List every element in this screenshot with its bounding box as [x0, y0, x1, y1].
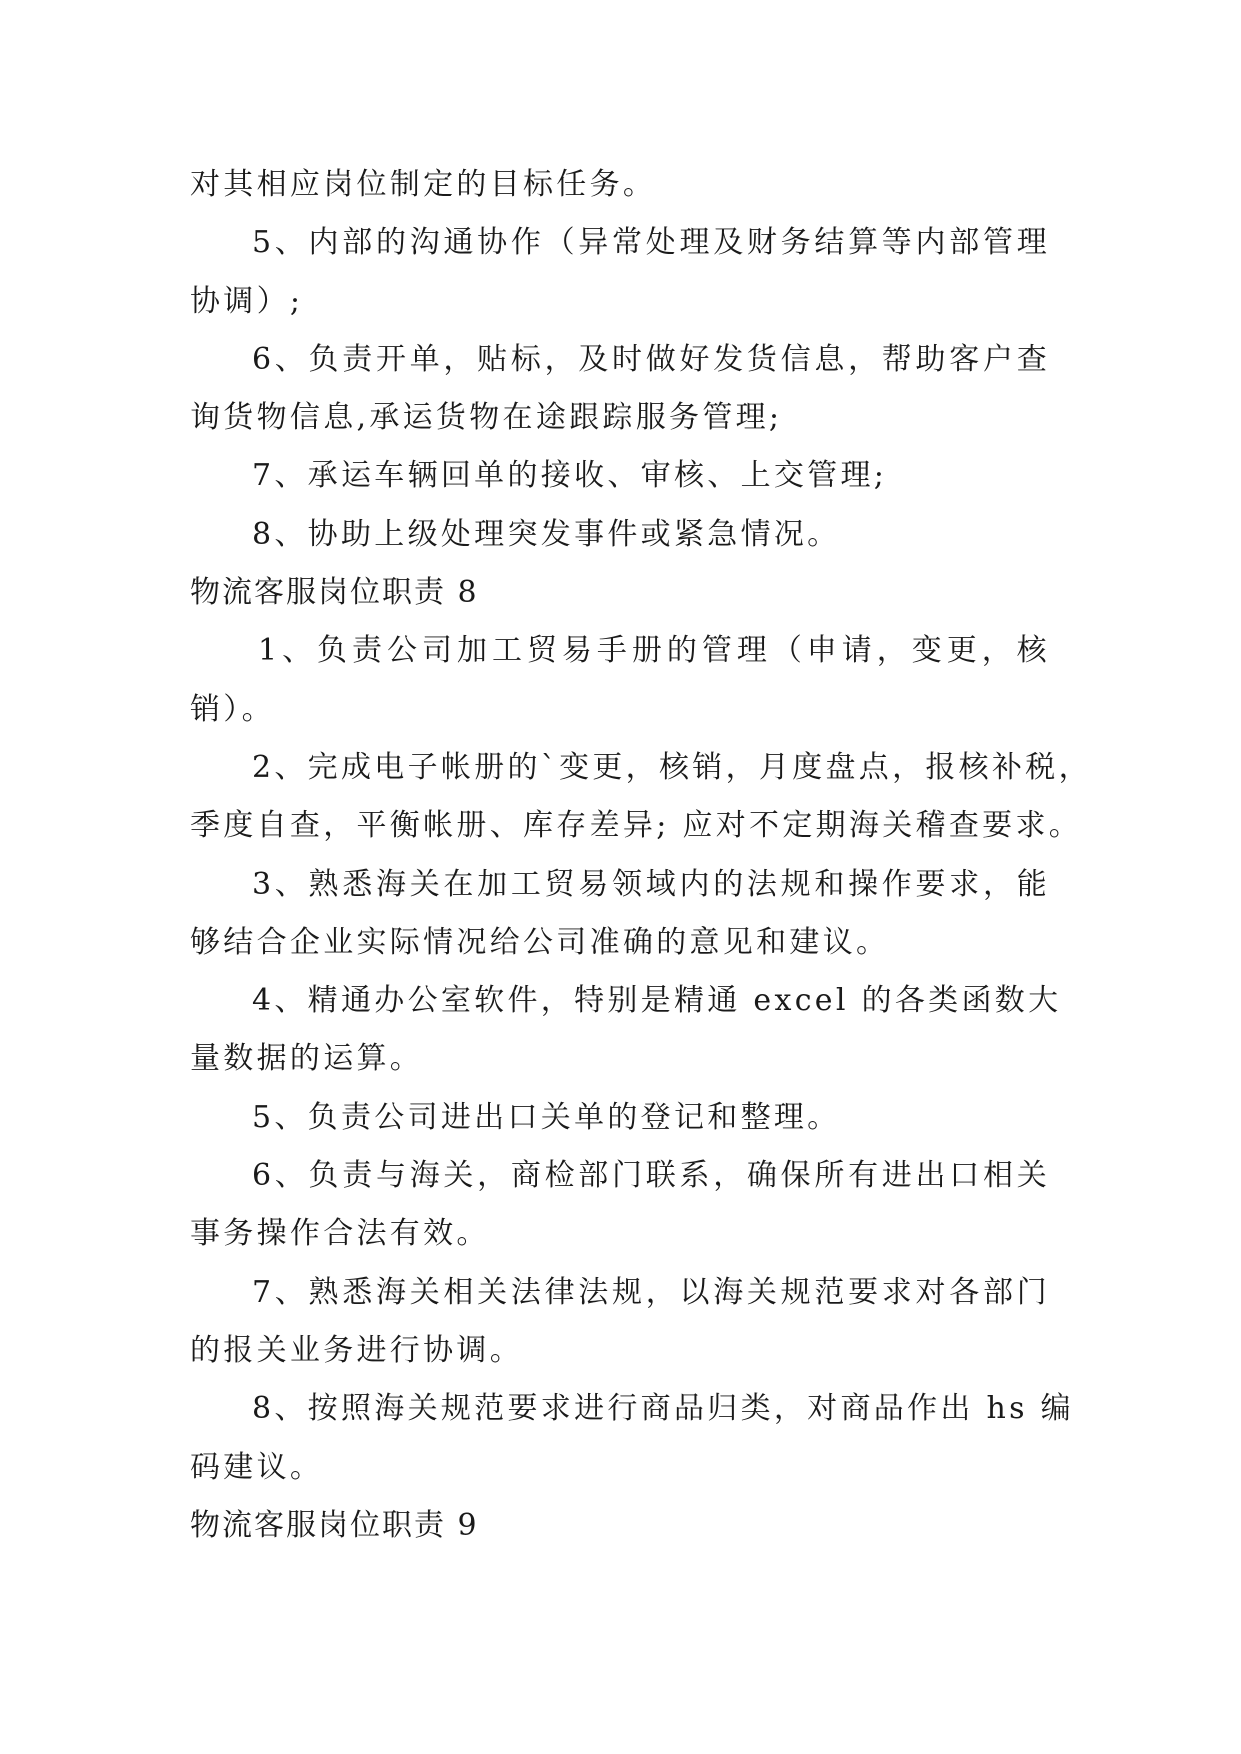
text-line: 季度自查，平衡帐册、库存差异; 应对不定期海关稽查要求。 [190, 808, 1083, 844]
text-line: 3、熟悉海关在加工贸易领域内的法规和操作要求，能 [252, 866, 1050, 902]
text-line: 码建议。 [190, 1449, 324, 1485]
text-line: 事务操作合法有效。 [190, 1216, 490, 1252]
text-line: 够结合企业实际情况给公司准确的意见和建议。 [190, 924, 890, 960]
section-heading: 物流客服岗位职责 8 [190, 575, 479, 611]
text-line: 4、精通办公室软件，特别是精通 excel 的各类函数大 [252, 983, 1062, 1019]
text-line: 8、按照海关规范要求进行商品归类，对商品作出 hs 编 [252, 1391, 1074, 1427]
text-line: 1、负责公司加工贸易手册的管理（申请，变更，核 [258, 633, 1050, 669]
section-heading: 物流客服岗位职责 9 [190, 1507, 479, 1543]
document-body [190, 156, 1092, 1555]
text-line: 询货物信息,承运货物在途跟踪服务管理; [190, 400, 783, 436]
text-line: 协调）; [190, 283, 304, 319]
text-line: 8、协助上级处理突发事件或紧急情况。 [252, 516, 841, 552]
text-line: 量数据的运算。 [190, 1041, 424, 1077]
text-line: 2、完成电子帐册的`变更，核销，月度盘点，报核补税， [252, 749, 1092, 785]
text-line: 6、负责开单，贴标，及时做好发货信息，帮助客户查 [252, 341, 1050, 377]
text-line: 7、熟悉海关相关法律法规，以海关规范要求对各部门 [252, 1274, 1050, 1310]
text-line: 6、负责与海关，商检部门联系，确保所有进出口相关 [252, 1158, 1050, 1194]
text-line: 对其相应岗位制定的目标任务。 [190, 167, 657, 202]
text-line: 的报关业务进行协调。 [190, 1332, 523, 1368]
text-line: 5、内部的沟通协作（异常处理及财务结算等内部管理 [252, 225, 1050, 261]
text-line: 7、承运车辆回单的接收、审核、上交管理; [252, 458, 888, 494]
text-line: 销）。 [190, 691, 275, 727]
text-line: 5、负责公司进出口关单的登记和整理。 [252, 1099, 841, 1135]
